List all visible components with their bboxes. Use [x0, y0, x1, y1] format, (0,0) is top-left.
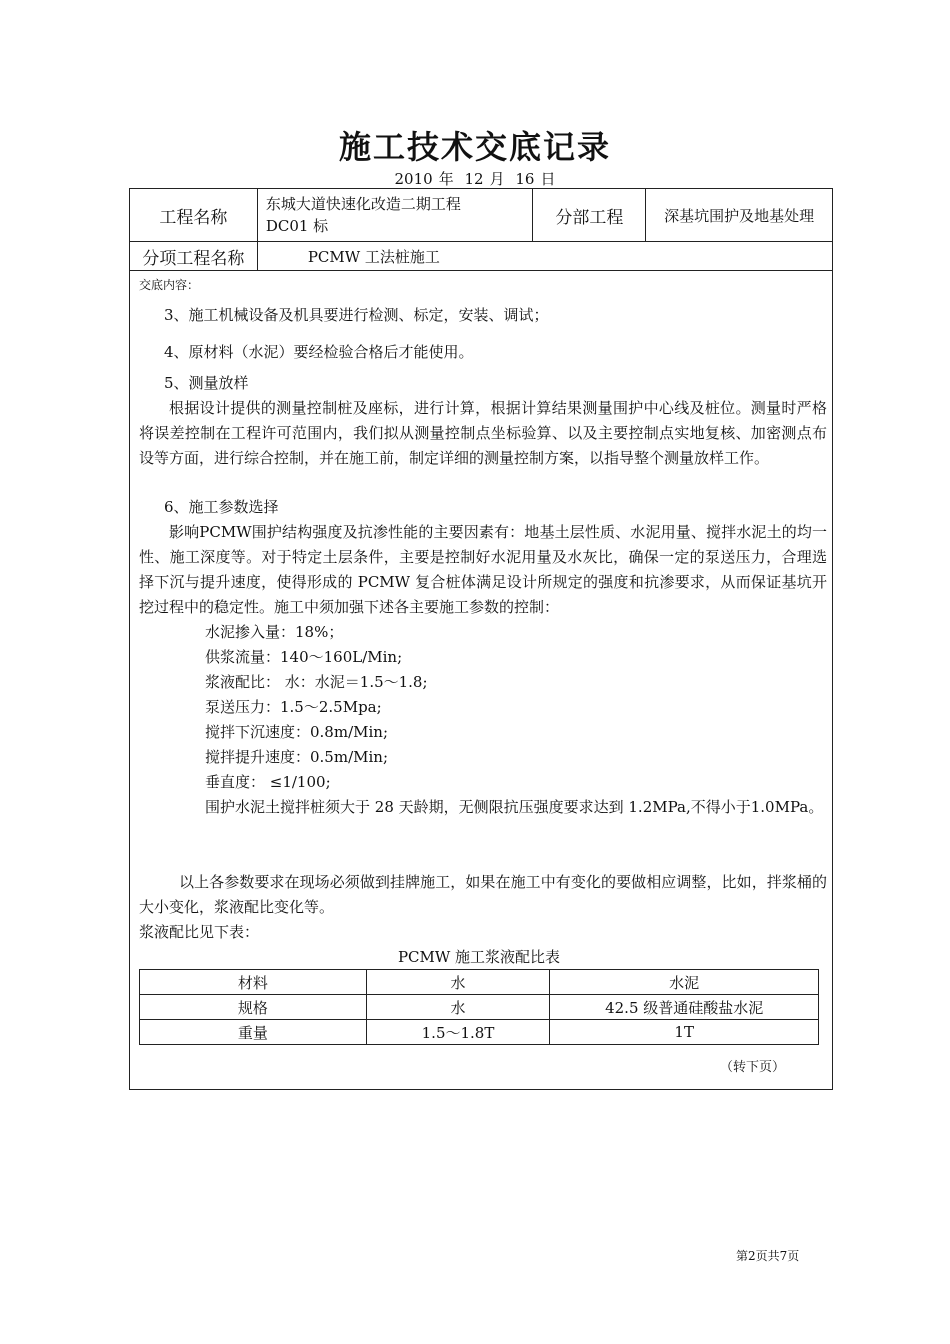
table-cell: 水 — [366, 995, 550, 1020]
strength-requirement: 围护水泥土搅拌桩须大于 28 天龄期，无侧限抗压强度要求达到 1.2MPa,不得小于1.0MPa。 — [205, 798, 824, 816]
project-name-line2: DC01 标 — [265, 217, 329, 235]
date-day: 16 — [515, 170, 535, 188]
item-5-heading: 5、测量放样 — [164, 374, 249, 392]
table-row — [140, 970, 819, 995]
item-4: 4、原材料（水泥）要经检验合格后才能使用。 — [164, 343, 474, 361]
date-year-unit: 年 — [438, 170, 454, 188]
page-number: 第2页共7页 — [736, 1249, 800, 1263]
date-year: 2010 — [394, 170, 433, 188]
division-label: 分部工程 — [533, 189, 646, 242]
param-verticality: 垂直度： ≤1/100; — [205, 773, 331, 791]
table-row — [140, 1020, 819, 1045]
item-3: 3、施工机械设备及机具要进行检测、标定，安装、调试； — [164, 306, 549, 324]
parameter-list — [205, 620, 428, 795]
division-value: 深基坑围护及地基处理 — [646, 189, 833, 242]
table-cell: 规格 — [140, 995, 367, 1020]
content-label: 交底内容： — [139, 278, 200, 292]
param-slurry-flow: 供浆流量：140～160L/Min; — [205, 648, 403, 666]
table-cell: 42.5 级普通硅酸盐水泥 — [550, 995, 819, 1020]
item-6-body: 影响PCMW围护结构强度及抗渗性能的主要因素有：地基土层性质、水泥用量、搅拌水泥土的均一性、施工深度等。对于特定土层条件，主要是控制好水泥用量及水灰比，确保一定的泵送压力，合理选择下沉与提升速度，使得形成的 PCMW 复合桩体满足设计所规定的强度和抗渗要求，从而保证基坑开挖过程中的稳定性。施工中须加强下述各主要施工参数的控制： — [139, 523, 827, 616]
project-name-line1: 东城大道快速化改造二期工程 — [265, 195, 461, 213]
continued-note: （转下页） — [720, 1060, 786, 1075]
param-pump-pressure: 泵送压力：1.5～2.5Mpa; — [205, 698, 382, 716]
param-slurry-mix: 浆液配比： 水：水泥＝1.5～1.8; — [205, 673, 428, 691]
param-sink-speed: 搅拌下沉速度：0.8m/Min; — [205, 723, 389, 741]
document-date — [0, 168, 950, 189]
table-cell: 重量 — [140, 1020, 367, 1045]
mix-ratio-table — [139, 969, 819, 1045]
param-cement-ratio: 水泥掺入量：18%； — [205, 623, 344, 641]
table-cell: 材料 — [140, 970, 367, 995]
project-name-value — [257, 189, 533, 242]
subitem-label: 分项工程名称 — [130, 242, 258, 271]
table-cell: 1.5～1.8T — [366, 1020, 550, 1045]
project-name-label: 工程名称 — [130, 189, 258, 242]
date-day-unit: 日 — [540, 170, 556, 188]
item-5-body: 根据设计提供的测量控制桩及座标，进行计算，根据计算结果测量围护中心线及桩位。测量时严格将误差控制在工程许可范围内，我们拟从测量控制点坐标验算、以及主要控制点实地复核、加密测点布设等方面，进行综合控制，并在施工前，制定详细的测量控制方案，以指导整个测量放样工作。 — [139, 399, 827, 467]
document-title: 施工技术交底记录 — [338, 128, 611, 166]
subitem-value: PCMW 工法桩施工 — [257, 242, 832, 271]
table-caption: PCMW 施工浆液配比表 — [397, 948, 561, 966]
table-row — [140, 995, 819, 1020]
item-6-heading: 6、施工参数选择 — [164, 498, 279, 516]
ratio-intro: 浆液配比见下表： — [139, 923, 260, 941]
table-cell: 1T — [550, 1020, 819, 1045]
date-month-unit: 月 — [489, 170, 505, 188]
table-cell: 水 — [366, 970, 550, 995]
date-month: 12 — [464, 170, 484, 188]
header-table — [129, 188, 833, 271]
onsite-note: 以上各参数要求在现场必须做到挂牌施工，如果在施工中有变化的要做相应调整，比如，拌浆桶的大小变化，浆液配比变化等。 — [139, 873, 827, 916]
param-lift-speed: 搅拌提升速度：0.5m/Min; — [205, 748, 389, 766]
table-cell: 水泥 — [550, 970, 819, 995]
